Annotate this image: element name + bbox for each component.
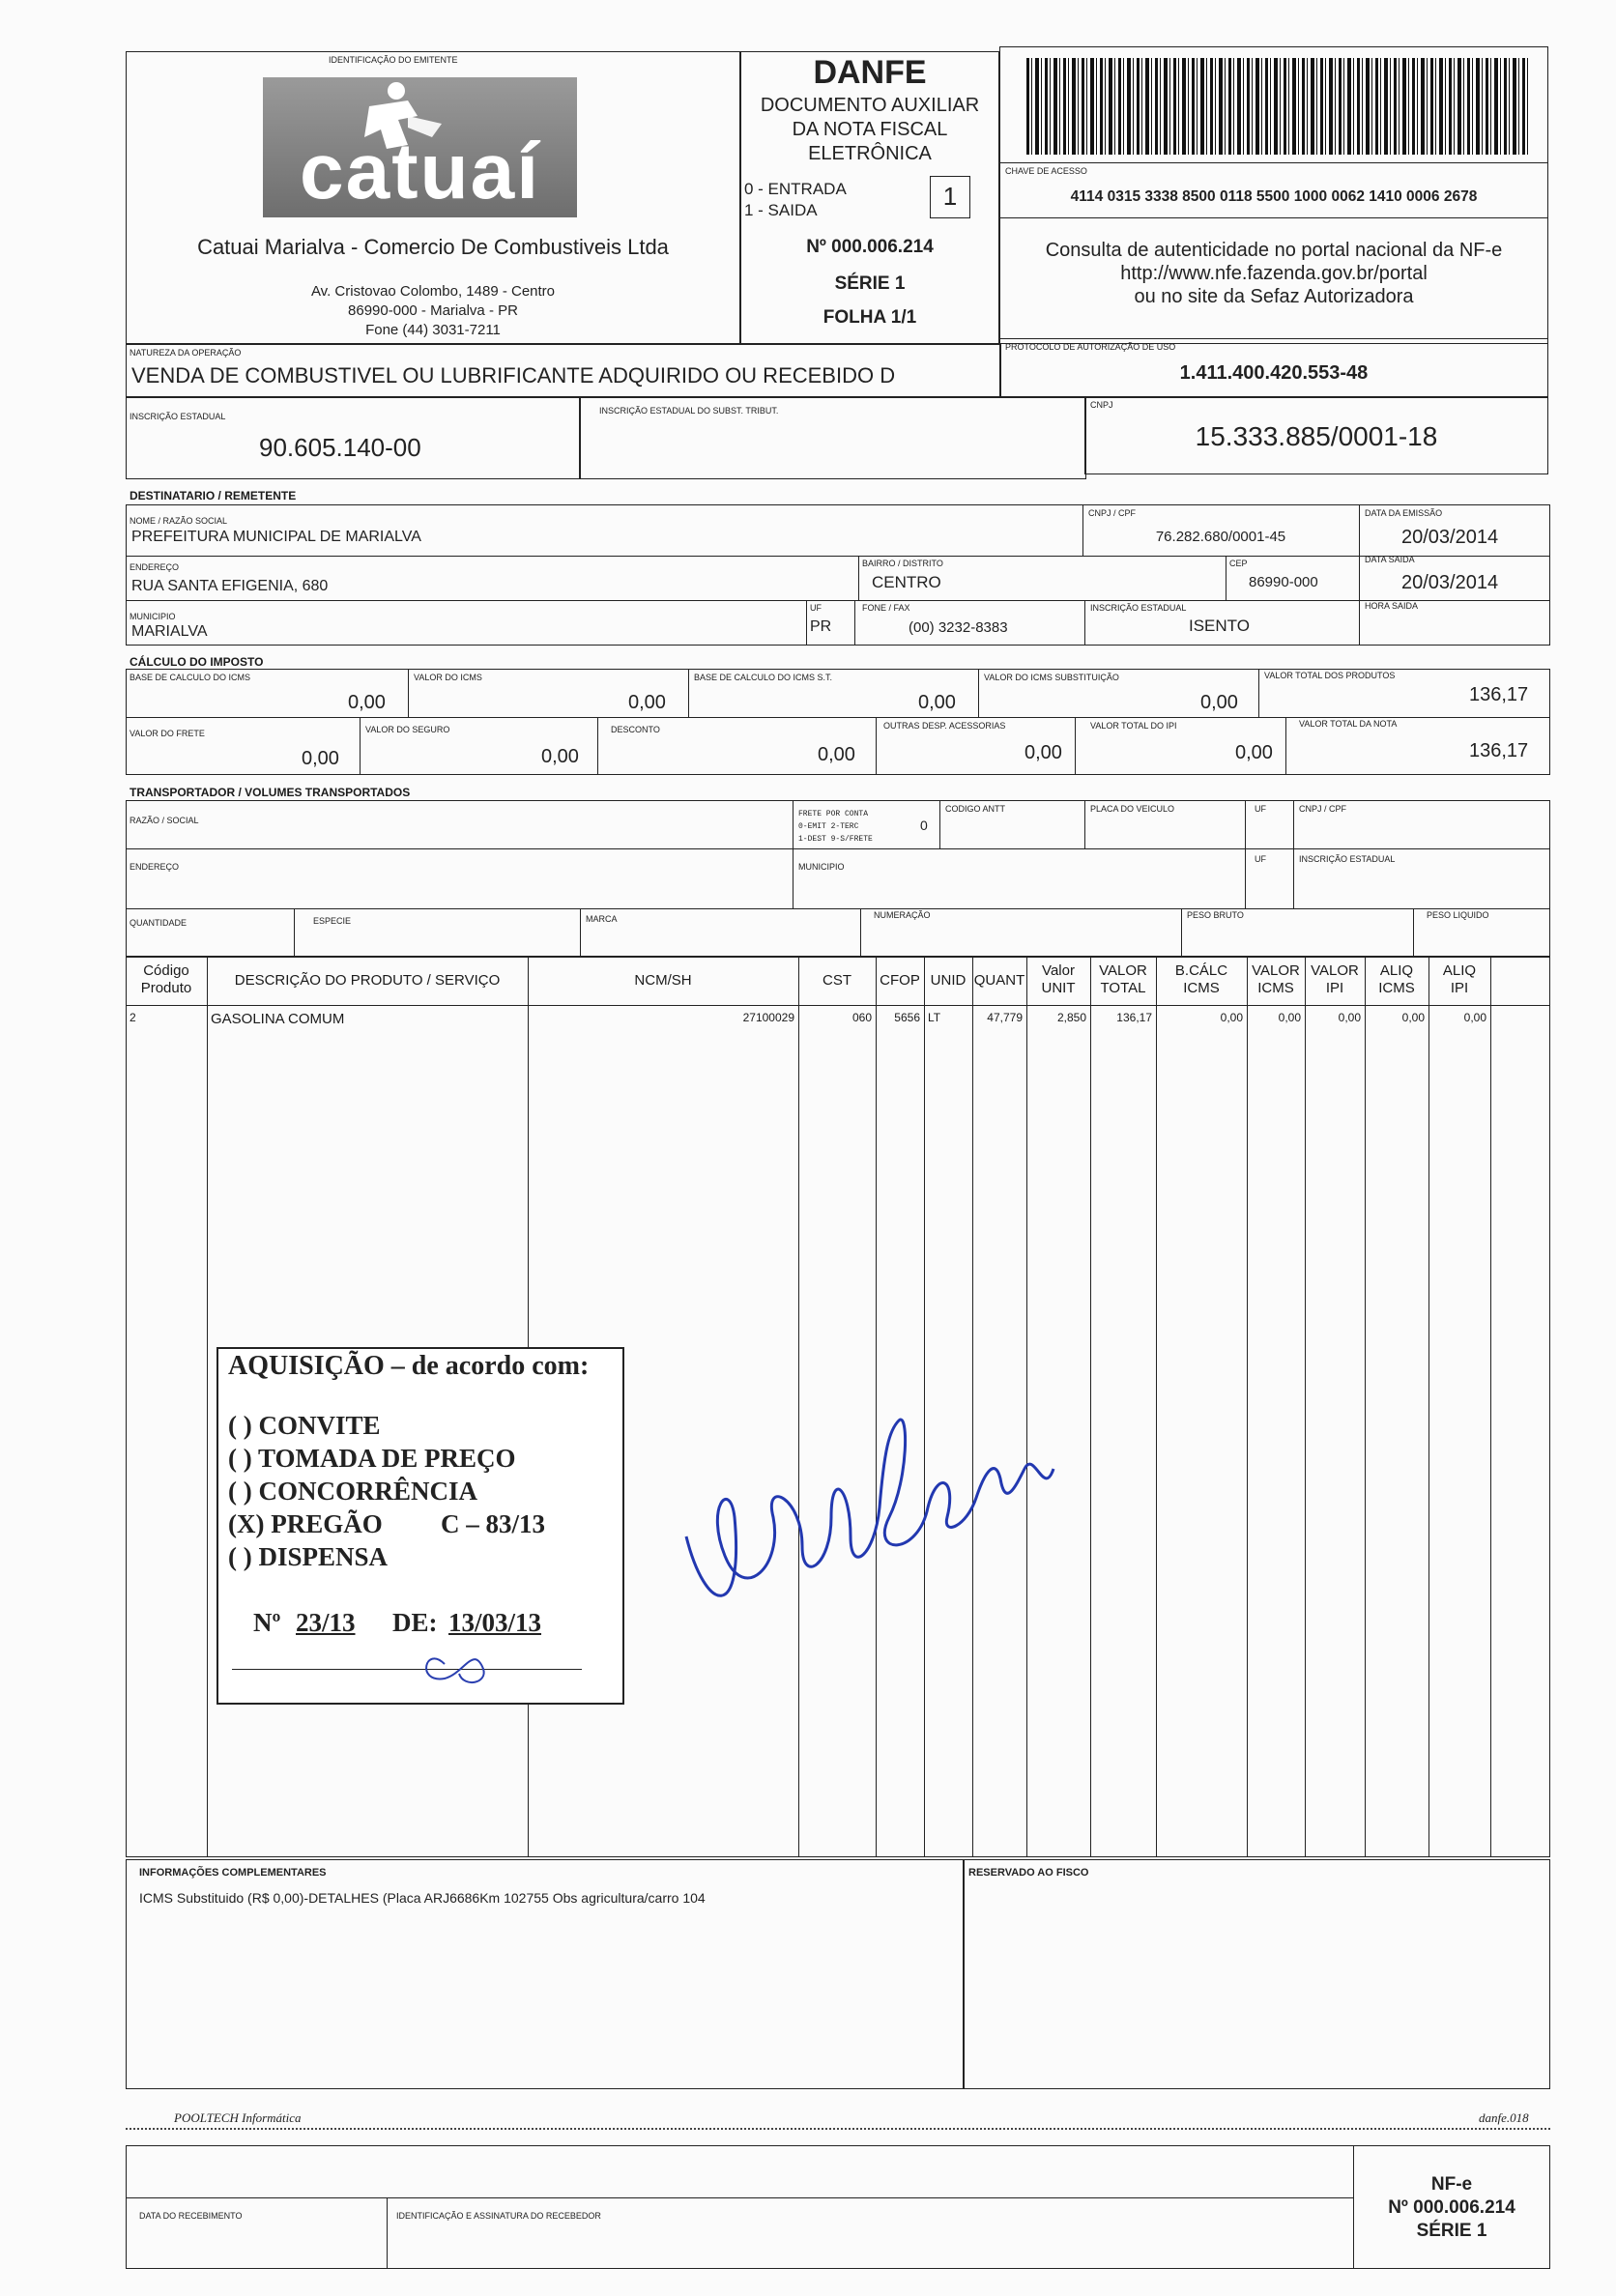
stamp-opt-concorrencia: ( ) CONCORRÊNCIA — [228, 1477, 477, 1506]
chave-value: 4114 0315 3338 8500 0118 5500 1000 0062 1410 0006 2678 — [1070, 188, 1478, 205]
stamp-title: AQUISIÇÃO – de acordo com: — [228, 1351, 590, 1381]
trans-v5 — [1293, 800, 1294, 908]
dest-uf-label: UF — [810, 603, 822, 613]
dest-endereco-label: ENDEREÇO — [130, 562, 180, 572]
produtos-cell: GASOLINA COMUM — [211, 1011, 345, 1027]
inscricao-st-label: INSCRIÇÃO ESTADUAL DO SUBST. TRIBUT. — [599, 406, 779, 416]
produtos-header-line2: TOTAL — [1100, 980, 1146, 996]
canhoto-ident-label: IDENTIFICAÇÃO E ASSINATURA DO RECEBEDOR — [396, 2211, 601, 2221]
canhoto-box — [126, 2145, 1550, 2269]
seguro-label: VALOR DO SEGURO — [365, 725, 450, 734]
dest-municipio-label: MUNICIPIO — [130, 612, 176, 621]
chave-sep-2 — [999, 217, 1548, 218]
dest-ie: ISENTO — [1189, 617, 1250, 635]
outras-label: OUTRAS DESP. ACESSORIAS — [883, 721, 1006, 731]
stamp-date-prefix: DE: — [392, 1608, 438, 1637]
produtos-header-line1: Valor — [1042, 962, 1075, 979]
imp-v5 — [360, 717, 361, 775]
produtos-header-line1: DESCRIÇÃO DO PRODUTO / SERVIÇO — [234, 972, 501, 989]
emitente-phone: Fone (44) 3031-7211 — [365, 322, 501, 338]
produtos-cell: 0,00 — [1338, 1011, 1361, 1024]
imp-v8 — [1075, 717, 1076, 775]
consulta-line-2: http://www.nfe.fazenda.gov.br/portal — [1120, 263, 1428, 284]
trans-cnpj-label: CNPJ / CPF — [1299, 804, 1347, 814]
trans-municipio-label: MUNICIPIO — [798, 862, 845, 872]
trans-frete-l1: FRETE POR CONTA — [798, 810, 869, 818]
produtos-header-line1: VALOR — [1311, 962, 1359, 979]
stamp-date: 13/03/13 — [448, 1608, 542, 1637]
fisco-label: RESERVADO AO FISCO — [968, 1867, 1089, 1879]
danfe-subtitle-1: DOCUMENTO AUXILIAR — [760, 95, 980, 116]
bc-st-label: BASE DE CALCULO DO ICMS S.T. — [694, 673, 833, 682]
canhoto-data-label: DATA DO RECEBIMENTO — [139, 2211, 243, 2221]
transportador-section: TRANSPORTADOR / VOLUMES TRANSPORTADOS — [130, 786, 411, 799]
canhoto-serie: SÉRIE 1 — [1416, 2221, 1487, 2241]
dest-bairro-label: BAIRRO / DISTRITO — [862, 559, 943, 568]
canhoto-numero: Nº 000.006.214 — [1388, 2197, 1515, 2218]
dest-hora-label: HORA SAIDA — [1365, 601, 1419, 611]
dest-sep-1 — [126, 556, 1550, 557]
trans-frete-val: 0 — [920, 818, 928, 833]
dest-cep: 86990-000 — [1249, 574, 1318, 590]
produtos-header-cell — [528, 972, 798, 990]
imp-v9 — [1285, 717, 1286, 775]
imp-v1 — [408, 669, 409, 717]
trans-antt-label: CODIGO ANTT — [945, 804, 1006, 814]
produtos-cell: 136,17 — [1116, 1011, 1152, 1024]
dest-cnpj: 76.282.680/0001-45 — [1155, 529, 1286, 545]
dest-nome: PREFEITURA MUNICIPAL DE MARIALVA — [131, 529, 421, 545]
produtos-cell: 2,850 — [1056, 1011, 1086, 1024]
produtos-header-line1: QUANT — [973, 972, 1025, 989]
consulta-line-3: ou no site da Sefaz Autorizadora — [1134, 286, 1414, 307]
trans-v7 — [580, 908, 581, 957]
imp-v2 — [688, 669, 689, 717]
trans-especie-label: ESPECIE — [313, 916, 352, 926]
stamp-opt-convite: ( ) CONVITE — [228, 1411, 381, 1440]
trans-uf2-label: UF — [1255, 854, 1266, 864]
produtos-header-line1: CST — [822, 972, 851, 989]
trans-v3 — [1084, 800, 1085, 848]
dest-fone-label: FONE / FAX — [862, 603, 910, 613]
produtos-header-cell — [126, 962, 207, 997]
trans-endereco-label: ENDEREÇO — [130, 862, 180, 872]
emitente-name: Catuai Marialva - Comercio De Combustiveis Ltda — [197, 235, 669, 259]
danfe-tipo: 1 — [942, 182, 958, 211]
nota-label: VALOR TOTAL DA NOTA — [1299, 719, 1398, 729]
dest-emissao-label: DATA DA EMISSÃO — [1365, 508, 1443, 518]
frete: 0,00 — [302, 748, 339, 769]
trans-v8 — [860, 908, 861, 957]
trans-v10 — [1413, 908, 1414, 957]
trans-bruto-label: PESO BRUTO — [1187, 910, 1244, 920]
dest-emissao: 20/03/2014 — [1401, 527, 1499, 548]
v-prod: 136,17 — [1469, 684, 1529, 705]
imp-v4 — [1258, 669, 1259, 717]
ipi-label: VALOR TOTAL DO IPI — [1090, 721, 1177, 731]
produtos-cell: 060 — [851, 1011, 872, 1024]
produtos-cell: 27100029 — [742, 1011, 794, 1024]
cnpj-value: 15.333.885/0001-18 — [1195, 421, 1438, 451]
fisco-box — [963, 1859, 1550, 2089]
produtos-col-divider — [1090, 957, 1091, 1857]
produtos-header-cell — [1365, 962, 1428, 997]
trans-marca-label: MARCA — [586, 914, 618, 924]
produtos-header-line1: B.CÁLC — [1174, 962, 1228, 979]
produtos-cell: LT — [928, 1011, 941, 1024]
produtos-header-cell — [972, 972, 1026, 990]
stamp-num-prefix: Nº — [253, 1608, 281, 1637]
consulta-line-1: Consulta de autenticidade no portal nacional da NF-e — [1045, 240, 1503, 261]
stamp-opt-dispensa: ( ) DISPENSA — [228, 1542, 389, 1571]
produtos-header-line2: Produto — [140, 980, 192, 996]
cut-line — [126, 2128, 1550, 2130]
produtos-header-line1: NCM/SH — [634, 972, 692, 989]
v-icms: 0,00 — [628, 692, 666, 713]
produtos-header-line1: Código — [143, 962, 189, 979]
trans-uf-label: UF — [1255, 804, 1266, 814]
produtos-col-divider — [1247, 957, 1248, 1857]
trans-v6 — [294, 908, 295, 957]
danfe-saida: 1 - SAIDA — [744, 201, 818, 219]
imp-v3 — [978, 669, 979, 717]
stamp-num: 23/13 — [296, 1608, 356, 1637]
produtos-cell: 0,00 — [1401, 1011, 1425, 1024]
produtos-header-line2: UNIT — [1041, 980, 1076, 996]
destinatario-section: DESTINATARIO / REMETENTE — [130, 489, 297, 502]
canhoto-nfe: NF-e — [1430, 2174, 1473, 2195]
dest-v-6 — [854, 600, 855, 646]
dest-municipio: MARIALVA — [131, 623, 208, 640]
nota: 136,17 — [1469, 740, 1529, 761]
dest-sep-2 — [126, 600, 1550, 601]
inscricao-label: INSCRIÇÃO ESTADUAL — [130, 412, 226, 421]
stamp-opt-pregao-ref: C – 83/13 — [441, 1509, 545, 1538]
barcode — [1026, 58, 1529, 155]
produtos-header-cell — [1026, 962, 1090, 997]
emitente-address: Av. Cristovao Colombo, 1489 - Centro — [310, 283, 556, 300]
trans-v1 — [793, 800, 794, 908]
produtos-header-cell — [1247, 962, 1305, 997]
trans-v2 — [939, 800, 940, 848]
dest-cep-label: CEP — [1229, 559, 1248, 568]
produtos-col-divider — [1156, 957, 1157, 1857]
trans-razao-label: RAZÃO / SOCIAL — [130, 816, 199, 825]
signature — [667, 1392, 1073, 1643]
emitente-city: 86990-000 - Marialva - PR — [348, 302, 518, 319]
imp-v7 — [876, 717, 877, 775]
danfe-title: DANFE — [813, 54, 927, 91]
stamp-initials — [406, 1635, 522, 1693]
trans-v9 — [1181, 908, 1182, 957]
footer-left: POOLTECH Informática — [174, 2110, 302, 2125]
produtos-header-sep — [126, 1005, 1550, 1006]
trans-qtd-label: QUANTIDADE — [130, 918, 188, 928]
produtos-header-line1: UNID — [930, 972, 967, 989]
chave-sep — [999, 162, 1548, 163]
danfe-serie: SÉRIE 1 — [834, 273, 906, 294]
v-prod-label: VALOR TOTAL DOS PRODUTOS — [1264, 671, 1396, 680]
imposto-sep — [126, 717, 1550, 718]
stamp-opt-pregao: (X) PREGÃO — [228, 1509, 383, 1538]
produtos-header-line2: ICMS — [1378, 980, 1415, 996]
v-st-label: VALOR DO ICMS SUBSTITUIÇÃO — [984, 673, 1119, 682]
produtos-header-cell — [1156, 962, 1247, 997]
imp-v6 — [597, 717, 598, 775]
produtos-header-cell — [924, 972, 972, 990]
produtos-header-cell — [207, 972, 528, 990]
produtos-header-line2: IPI — [1325, 980, 1344, 996]
produtos-col-divider — [1428, 957, 1429, 1857]
v-icms-label: VALOR DO ICMS — [414, 673, 482, 682]
bc-st: 0,00 — [918, 692, 956, 713]
trans-placa-label: PLACA DO VEICULO — [1090, 804, 1175, 814]
desconto-label: DESCONTO — [611, 725, 660, 734]
danfe-entrada: 0 - ENTRADA — [744, 180, 847, 198]
bc-icms-label: BASE DE CALCULO DO ICMS — [130, 673, 251, 682]
canhoto-sep — [126, 2197, 1353, 2198]
produtos-header-line1: VALOR — [1099, 962, 1147, 979]
danfe-folha: FOLHA 1/1 — [822, 307, 917, 328]
dest-bairro: CENTRO — [872, 573, 941, 591]
produtos-col-divider — [1305, 957, 1306, 1857]
trans-frete-l2: 0-EMIT 2-TERC — [798, 822, 859, 831]
produtos-col-divider — [1490, 957, 1491, 1857]
seguro: 0,00 — [541, 746, 579, 767]
produtos-cell: 0,00 — [1463, 1011, 1486, 1024]
danfe-subtitle-3: ELETRÔNICA — [808, 143, 932, 164]
trans-frete-l3: 1-DEST 9-S/FRETE — [798, 835, 873, 844]
produtos-col-divider — [207, 957, 208, 1857]
trans-liquido-label: PESO LIQUIDO — [1427, 910, 1489, 920]
chave-label: CHAVE DE ACESSO — [1005, 166, 1087, 176]
danfe-numero: Nº 000.006.214 — [806, 237, 934, 257]
inscricao-value: 90.605.140-00 — [259, 433, 421, 462]
produtos-cell: 47,779 — [987, 1011, 1023, 1024]
info-label: INFORMAÇÕES COMPLEMENTARES — [139, 1867, 327, 1879]
dest-v-7 — [1084, 600, 1085, 646]
produtos-cell: 0,00 — [1220, 1011, 1243, 1024]
trans-sep-2 — [126, 908, 1550, 909]
cnpj-label: CNPJ — [1090, 400, 1113, 410]
trans-v4 — [1245, 800, 1246, 908]
danfe-subtitle-2: DA NOTA FISCAL — [792, 119, 948, 140]
produtos-cell: 2 — [130, 1011, 136, 1024]
company-logo — [263, 77, 577, 217]
emitente-label: IDENTIFICAÇÃO DO EMITENTE — [329, 55, 458, 65]
logo-text: catuaí — [300, 128, 540, 215]
dest-ie-label: INSCRIÇÃO ESTADUAL — [1090, 603, 1187, 613]
produtos-header-cell — [876, 972, 924, 990]
canhoto-v1 — [387, 2197, 388, 2269]
produtos-header-line2: IPI — [1450, 980, 1469, 996]
dest-uf: PR — [810, 618, 832, 635]
bc-icms: 0,00 — [348, 692, 386, 713]
produtos-cell: 0,00 — [1278, 1011, 1301, 1024]
natureza-value: VENDA DE COMBUSTIVEL OU LUBRIFICANTE ADQUIRIDO OU RECEBIDO D — [131, 363, 896, 387]
dest-saida-label: DATA SAIDA — [1365, 555, 1415, 564]
produtos-cell: 5656 — [894, 1011, 920, 1024]
dest-nome-label: NOME / RAZÃO SOCIAL — [130, 516, 228, 526]
produtos-header-cell — [798, 972, 876, 990]
info-text: ICMS Substituido (R$ 0,00)-DETALHES (Placa ARJ6686Km 102755 Obs agricultura/carro 104 — [139, 1890, 706, 1906]
imposto-section: CÁLCULO DO IMPOSTO — [130, 655, 264, 669]
dest-endereco: RUA SANTA EFIGENIA, 680 — [131, 578, 329, 594]
dest-saida: 20/03/2014 — [1401, 572, 1499, 593]
produtos-col-divider — [1365, 957, 1366, 1857]
dest-cnpj-label: CNPJ / CPF — [1088, 508, 1137, 518]
produtos-header-line1: CFOP — [880, 972, 920, 989]
dest-v-3 — [858, 556, 859, 600]
ipi: 0,00 — [1235, 742, 1273, 763]
natureza-label: NATUREZA DA OPERAÇÃO — [130, 348, 242, 358]
trans-numeracao-label: NUMERAÇÃO — [874, 910, 931, 920]
trans-sep-1 — [126, 848, 1550, 849]
dest-fone: (00) 3232-8383 — [909, 619, 1008, 636]
dest-v-2 — [1359, 504, 1360, 646]
produtos-header-cell — [1305, 962, 1365, 997]
produtos-header-line1: VALOR — [1252, 962, 1300, 979]
footer-right: danfe.018 — [1479, 2110, 1529, 2125]
desconto: 0,00 — [818, 744, 855, 765]
destinatario-box — [126, 504, 1550, 646]
outras: 0,00 — [1024, 742, 1062, 763]
produtos-header-cell — [1428, 962, 1490, 997]
produtos-header-line2: ICMS — [1257, 980, 1294, 996]
produtos-header-cell — [1090, 962, 1156, 997]
v-st: 0,00 — [1200, 692, 1238, 713]
produtos-header-line1: ALIQ — [1442, 962, 1477, 979]
produtos-header-line1: ALIQ — [1379, 962, 1414, 979]
dest-v-5 — [806, 600, 807, 646]
stamp-opt-tomada: ( ) TOMADA DE PREÇO — [228, 1444, 516, 1473]
trans-ie-label: INSCRIÇÃO ESTADUAL — [1299, 854, 1396, 864]
produtos-header-line2: ICMS — [1183, 980, 1220, 996]
frete-label: VALOR DO FRETE — [130, 729, 205, 738]
protocolo-value: 1.411.400.420.553-48 — [1179, 362, 1369, 384]
protocolo-label: PROTOCOLO DE AUTORIZAÇÃO DE USO — [1005, 342, 1176, 352]
